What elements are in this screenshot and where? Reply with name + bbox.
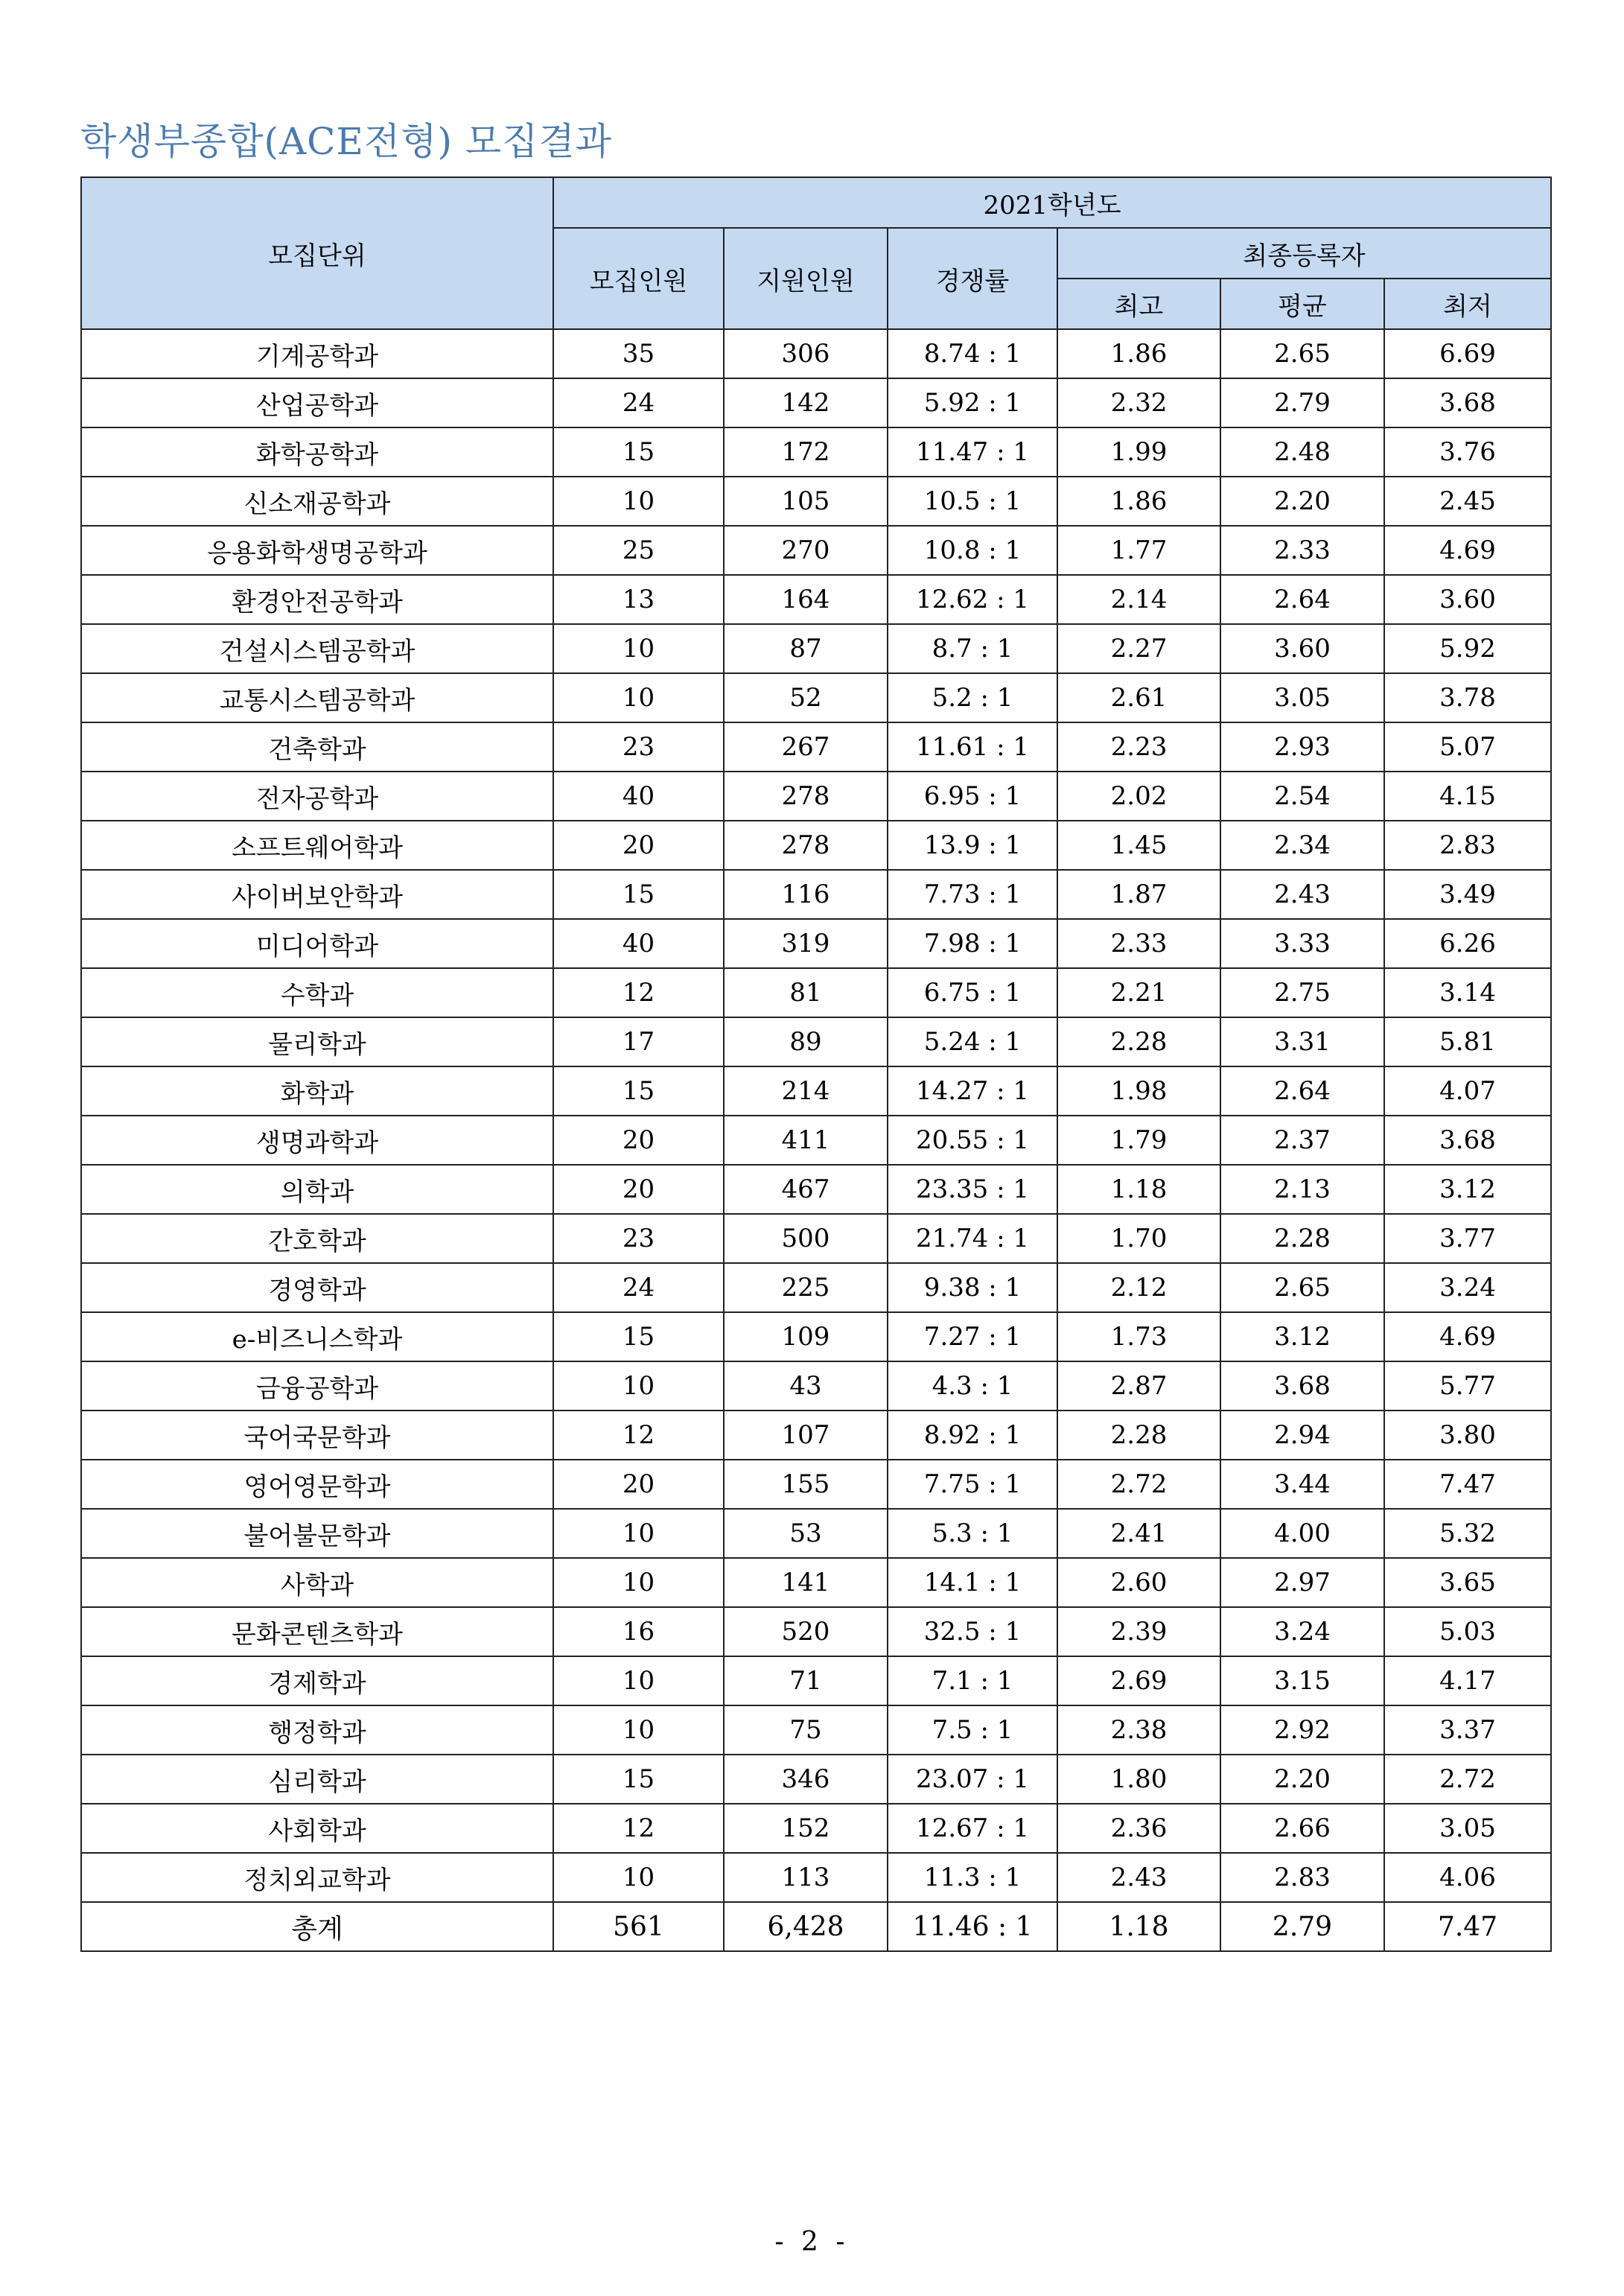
cell-ratio: 6.95 : 1 — [888, 772, 1057, 821]
table-row — [81, 1656, 1551, 1705]
cell-unit-name: 정치외교학과 — [81, 1853, 553, 1902]
cell-unit-name: 산업공학과 — [81, 378, 553, 427]
cell-avg: 2.94 — [1220, 1411, 1384, 1460]
total-applicants: 6,428 — [724, 1902, 888, 1951]
cell-ratio: 8.92 : 1 — [888, 1411, 1057, 1460]
cell-best: 1.86 — [1057, 477, 1220, 526]
cell-avg: 3.24 — [1220, 1607, 1384, 1656]
cell-unit-name: 심리학과 — [81, 1755, 553, 1804]
cell-ratio: 14.1 : 1 — [888, 1558, 1057, 1607]
cell-applicants: 87 — [724, 624, 888, 673]
cell-best: 1.70 — [1057, 1214, 1220, 1263]
cell-unit-name: 경영학과 — [81, 1263, 553, 1312]
table-footer — [81, 1902, 1551, 1951]
cell-avg: 2.65 — [1220, 1263, 1384, 1312]
cell-ratio: 5.3 : 1 — [888, 1509, 1057, 1558]
cell-best: 1.73 — [1057, 1312, 1220, 1361]
cell-best: 2.41 — [1057, 1509, 1220, 1558]
cell-best: 2.21 — [1057, 968, 1220, 1017]
cell-unit-name: 응용화학생명공학과 — [81, 526, 553, 575]
cell-quota: 24 — [553, 378, 724, 427]
table-row — [81, 1312, 1551, 1361]
cell-avg: 2.93 — [1220, 722, 1384, 772]
cell-worst: 4.07 — [1384, 1066, 1551, 1116]
cell-applicants: 411 — [724, 1116, 888, 1165]
cell-worst: 4.17 — [1384, 1656, 1551, 1705]
cell-applicants: 109 — [724, 1312, 888, 1361]
cell-ratio: 10.8 : 1 — [888, 526, 1057, 575]
cell-avg: 2.54 — [1220, 772, 1384, 821]
cell-quota: 10 — [553, 1361, 724, 1411]
cell-best: 1.99 — [1057, 427, 1220, 477]
cell-unit-name: 화학과 — [81, 1066, 553, 1116]
table-row — [81, 575, 1551, 624]
cell-avg: 2.83 — [1220, 1853, 1384, 1902]
total-worst: 7.47 — [1384, 1902, 1551, 1951]
cell-worst: 4.06 — [1384, 1853, 1551, 1902]
cell-applicants: 225 — [724, 1263, 888, 1312]
cell-quota: 20 — [553, 1460, 724, 1509]
table-row — [81, 1116, 1551, 1165]
cell-best: 2.14 — [1057, 575, 1220, 624]
cell-ratio: 8.7 : 1 — [888, 624, 1057, 673]
table-row — [81, 821, 1551, 870]
table-row — [81, 624, 1551, 673]
cell-avg: 3.15 — [1220, 1656, 1384, 1705]
cell-avg: 2.64 — [1220, 1066, 1384, 1116]
cell-applicants: 278 — [724, 772, 888, 821]
cell-best: 2.60 — [1057, 1558, 1220, 1607]
cell-avg: 2.65 — [1220, 329, 1384, 378]
cell-unit-name: 물리학과 — [81, 1017, 553, 1066]
cell-quota: 40 — [553, 919, 724, 968]
table-row — [81, 1361, 1551, 1411]
cell-worst: 3.68 — [1384, 1116, 1551, 1165]
cell-applicants: 71 — [724, 1656, 888, 1705]
cell-applicants: 520 — [724, 1607, 888, 1656]
cell-best: 1.77 — [1057, 526, 1220, 575]
cell-avg: 2.33 — [1220, 526, 1384, 575]
table-row — [81, 1017, 1551, 1066]
cell-ratio: 7.98 : 1 — [888, 919, 1057, 968]
cell-best: 2.36 — [1057, 1804, 1220, 1853]
cell-applicants: 164 — [724, 575, 888, 624]
cell-best: 2.27 — [1057, 624, 1220, 673]
cell-ratio: 5.92 : 1 — [888, 378, 1057, 427]
cell-unit-name: 건설시스템공학과 — [81, 624, 553, 673]
cell-worst: 2.72 — [1384, 1755, 1551, 1804]
cell-worst: 3.14 — [1384, 968, 1551, 1017]
cell-quota: 10 — [553, 477, 724, 526]
cell-best: 2.72 — [1057, 1460, 1220, 1509]
cell-avg: 2.28 — [1220, 1214, 1384, 1263]
cell-unit-name: 교통시스템공학과 — [81, 673, 553, 722]
table-row — [81, 1460, 1551, 1509]
total-avg: 2.79 — [1220, 1902, 1384, 1951]
header-worst: 최저 — [1384, 279, 1551, 329]
cell-applicants: 105 — [724, 477, 888, 526]
cell-quota: 10 — [553, 673, 724, 722]
cell-applicants: 214 — [724, 1066, 888, 1116]
cell-quota: 10 — [553, 1853, 724, 1902]
cell-best: 2.32 — [1057, 378, 1220, 427]
total-label: 총계 — [81, 1902, 553, 1951]
cell-ratio: 32.5 : 1 — [888, 1607, 1057, 1656]
cell-quota: 10 — [553, 1656, 724, 1705]
cell-avg: 2.34 — [1220, 821, 1384, 870]
cell-applicants: 152 — [724, 1804, 888, 1853]
total-ratio: 11.46 : 1 — [888, 1902, 1057, 1951]
cell-quota: 20 — [553, 1116, 724, 1165]
cell-quota: 10 — [553, 1509, 724, 1558]
table-row — [81, 477, 1551, 526]
cell-unit-name: 간호학과 — [81, 1214, 553, 1263]
cell-avg: 3.31 — [1220, 1017, 1384, 1066]
cell-worst: 3.37 — [1384, 1705, 1551, 1755]
cell-applicants: 155 — [724, 1460, 888, 1509]
cell-quota: 23 — [553, 1214, 724, 1263]
table-row — [81, 427, 1551, 477]
cell-applicants: 113 — [724, 1853, 888, 1902]
cell-worst: 3.80 — [1384, 1411, 1551, 1460]
table-row — [81, 378, 1551, 427]
cell-worst: 4.69 — [1384, 526, 1551, 575]
cell-applicants: 306 — [724, 329, 888, 378]
cell-avg: 2.75 — [1220, 968, 1384, 1017]
table-row — [81, 870, 1551, 919]
cell-ratio: 14.27 : 1 — [888, 1066, 1057, 1116]
cell-quota: 17 — [553, 1017, 724, 1066]
cell-worst: 3.12 — [1384, 1165, 1551, 1214]
cell-quota: 20 — [553, 1165, 724, 1214]
cell-worst: 3.60 — [1384, 575, 1551, 624]
cell-quota: 25 — [553, 526, 724, 575]
table-row — [81, 1066, 1551, 1116]
cell-ratio: 11.61 : 1 — [888, 722, 1057, 772]
table-row — [81, 526, 1551, 575]
header-unit: 모집단위 — [81, 177, 553, 329]
cell-avg: 3.12 — [1220, 1312, 1384, 1361]
cell-worst: 2.83 — [1384, 821, 1551, 870]
table-row — [81, 1755, 1551, 1804]
cell-worst: 3.65 — [1384, 1558, 1551, 1607]
cell-avg: 2.79 — [1220, 378, 1384, 427]
cell-avg: 3.05 — [1220, 673, 1384, 722]
cell-quota: 10 — [553, 1705, 724, 1755]
cell-unit-name: 국어국문학과 — [81, 1411, 553, 1460]
header-quota: 모집인원 — [553, 228, 724, 329]
cell-avg: 3.60 — [1220, 624, 1384, 673]
cell-best: 1.86 — [1057, 329, 1220, 378]
header-applicants: 지원인원 — [724, 228, 888, 329]
table-header — [81, 177, 1551, 329]
page-number: - 2 - — [774, 2227, 850, 2257]
header-avg: 평균 — [1220, 279, 1384, 329]
cell-quota: 40 — [553, 772, 724, 821]
cell-ratio: 7.27 : 1 — [888, 1312, 1057, 1361]
cell-ratio: 8.74 : 1 — [888, 329, 1057, 378]
cell-avg: 2.20 — [1220, 1755, 1384, 1804]
total-row — [81, 1902, 1551, 1951]
cell-applicants: 116 — [724, 870, 888, 919]
cell-avg: 2.48 — [1220, 427, 1384, 477]
cell-unit-name: 금융공학과 — [81, 1361, 553, 1411]
cell-avg: 3.44 — [1220, 1460, 1384, 1509]
cell-applicants: 81 — [724, 968, 888, 1017]
cell-best: 2.12 — [1057, 1263, 1220, 1312]
cell-quota: 12 — [553, 968, 724, 1017]
cell-ratio: 9.38 : 1 — [888, 1263, 1057, 1312]
cell-worst: 3.24 — [1384, 1263, 1551, 1312]
cell-avg: 3.33 — [1220, 919, 1384, 968]
table-row — [81, 1705, 1551, 1755]
cell-avg: 2.92 — [1220, 1705, 1384, 1755]
cell-applicants: 53 — [724, 1509, 888, 1558]
cell-unit-name: 전자공학과 — [81, 772, 553, 821]
table-row — [81, 1214, 1551, 1263]
cell-ratio: 10.5 : 1 — [888, 477, 1057, 526]
cell-worst: 5.81 — [1384, 1017, 1551, 1066]
cell-ratio: 7.1 : 1 — [888, 1656, 1057, 1705]
cell-applicants: 43 — [724, 1361, 888, 1411]
cell-quota: 24 — [553, 1263, 724, 1312]
cell-best: 2.38 — [1057, 1705, 1220, 1755]
cell-unit-name: 의학과 — [81, 1165, 553, 1214]
cell-worst: 5.32 — [1384, 1509, 1551, 1558]
cell-quota: 15 — [553, 1066, 724, 1116]
cell-ratio: 7.5 : 1 — [888, 1705, 1057, 1755]
cell-unit-name: 사이버보안학과 — [81, 870, 553, 919]
cell-best: 2.23 — [1057, 722, 1220, 772]
cell-unit-name: 문화콘텐츠학과 — [81, 1607, 553, 1656]
cell-worst: 3.76 — [1384, 427, 1551, 477]
cell-worst: 2.45 — [1384, 477, 1551, 526]
cell-unit-name: 신소재공학과 — [81, 477, 553, 526]
total-best: 1.18 — [1057, 1902, 1220, 1951]
cell-worst: 4.15 — [1384, 772, 1551, 821]
cell-quota: 13 — [553, 575, 724, 624]
cell-applicants: 141 — [724, 1558, 888, 1607]
cell-unit-name: 행정학과 — [81, 1705, 553, 1755]
cell-ratio: 5.24 : 1 — [888, 1017, 1057, 1066]
header-final: 최종등록자 — [1057, 228, 1551, 279]
cell-best: 2.87 — [1057, 1361, 1220, 1411]
cell-applicants: 278 — [724, 821, 888, 870]
cell-quota: 10 — [553, 1558, 724, 1607]
table-body — [81, 329, 1551, 1902]
cell-quota: 23 — [553, 722, 724, 772]
cell-best: 1.18 — [1057, 1165, 1220, 1214]
cell-applicants: 346 — [724, 1755, 888, 1804]
cell-unit-name: 영어영문학과 — [81, 1460, 553, 1509]
cell-avg: 2.64 — [1220, 575, 1384, 624]
results-table — [80, 177, 1552, 1952]
cell-ratio: 12.67 : 1 — [888, 1804, 1057, 1853]
cell-quota: 15 — [553, 1755, 724, 1804]
cell-worst: 3.49 — [1384, 870, 1551, 919]
cell-best: 2.43 — [1057, 1853, 1220, 1902]
cell-worst: 7.47 — [1384, 1460, 1551, 1509]
table-row — [81, 1558, 1551, 1607]
cell-ratio: 11.47 : 1 — [888, 427, 1057, 477]
cell-quota: 15 — [553, 427, 724, 477]
cell-unit-name: 수학과 — [81, 968, 553, 1017]
cell-ratio: 12.62 : 1 — [888, 575, 1057, 624]
cell-worst: 3.78 — [1384, 673, 1551, 722]
cell-ratio: 7.75 : 1 — [888, 1460, 1057, 1509]
cell-avg: 2.13 — [1220, 1165, 1384, 1214]
cell-unit-name: 사학과 — [81, 1558, 553, 1607]
table-row — [81, 1509, 1551, 1558]
cell-ratio: 23.07 : 1 — [888, 1755, 1057, 1804]
cell-best: 2.28 — [1057, 1017, 1220, 1066]
cell-ratio: 20.55 : 1 — [888, 1116, 1057, 1165]
cell-unit-name: 불어불문학과 — [81, 1509, 553, 1558]
cell-best: 1.98 — [1057, 1066, 1220, 1116]
cell-ratio: 7.73 : 1 — [888, 870, 1057, 919]
cell-worst: 4.69 — [1384, 1312, 1551, 1361]
cell-best: 2.28 — [1057, 1411, 1220, 1460]
cell-applicants: 500 — [724, 1214, 888, 1263]
table-row — [81, 772, 1551, 821]
header-best: 최고 — [1057, 279, 1220, 329]
cell-ratio: 21.74 : 1 — [888, 1214, 1057, 1263]
cell-best: 1.79 — [1057, 1116, 1220, 1165]
cell-quota: 35 — [553, 329, 724, 378]
cell-avg: 3.68 — [1220, 1361, 1384, 1411]
cell-quota: 10 — [553, 624, 724, 673]
cell-applicants: 172 — [724, 427, 888, 477]
cell-ratio: 23.35 : 1 — [888, 1165, 1057, 1214]
cell-unit-name: 소프트웨어학과 — [81, 821, 553, 870]
cell-avg: 2.20 — [1220, 477, 1384, 526]
table-row — [81, 673, 1551, 722]
cell-ratio: 11.3 : 1 — [888, 1853, 1057, 1902]
cell-quota: 12 — [553, 1411, 724, 1460]
cell-unit-name: 기계공학과 — [81, 329, 553, 378]
table-row — [81, 329, 1551, 378]
cell-worst: 5.92 — [1384, 624, 1551, 673]
cell-applicants: 107 — [724, 1411, 888, 1460]
cell-unit-name: 건축학과 — [81, 722, 553, 772]
table-row — [81, 968, 1551, 1017]
cell-applicants: 142 — [724, 378, 888, 427]
cell-applicants: 270 — [724, 526, 888, 575]
table-row — [81, 1607, 1551, 1656]
cell-applicants: 75 — [724, 1705, 888, 1755]
cell-applicants: 89 — [724, 1017, 888, 1066]
header-ratio: 경쟁률 — [888, 228, 1057, 329]
cell-unit-name: 경제학과 — [81, 1656, 553, 1705]
cell-unit-name: 환경안전공학과 — [81, 575, 553, 624]
cell-unit-name: 화학공학과 — [81, 427, 553, 477]
cell-quota: 16 — [553, 1607, 724, 1656]
cell-best: 2.69 — [1057, 1656, 1220, 1705]
table-row — [81, 1411, 1551, 1460]
cell-avg: 2.37 — [1220, 1116, 1384, 1165]
cell-best: 2.02 — [1057, 772, 1220, 821]
cell-worst: 5.07 — [1384, 722, 1551, 772]
page-title: 학생부종합(ACE전형) 모집결과 — [80, 120, 613, 163]
cell-best: 2.61 — [1057, 673, 1220, 722]
table-row — [81, 1165, 1551, 1214]
cell-best: 1.45 — [1057, 821, 1220, 870]
cell-best: 1.87 — [1057, 870, 1220, 919]
cell-worst: 5.03 — [1384, 1607, 1551, 1656]
cell-worst: 3.05 — [1384, 1804, 1551, 1853]
cell-quota: 12 — [553, 1804, 724, 1853]
cell-worst: 6.26 — [1384, 919, 1551, 968]
cell-best: 2.39 — [1057, 1607, 1220, 1656]
header-year: 2021학년도 — [553, 177, 1551, 228]
cell-worst: 3.77 — [1384, 1214, 1551, 1263]
table-row — [81, 1263, 1551, 1312]
cell-unit-name: 생명과학과 — [81, 1116, 553, 1165]
cell-avg: 4.00 — [1220, 1509, 1384, 1558]
cell-ratio: 6.75 : 1 — [888, 968, 1057, 1017]
cell-best: 1.80 — [1057, 1755, 1220, 1804]
cell-applicants: 267 — [724, 722, 888, 772]
cell-worst: 6.69 — [1384, 329, 1551, 378]
table-row — [81, 1853, 1551, 1902]
cell-avg: 2.43 — [1220, 870, 1384, 919]
cell-ratio: 4.3 : 1 — [888, 1361, 1057, 1411]
cell-ratio: 5.2 : 1 — [888, 673, 1057, 722]
cell-best: 2.33 — [1057, 919, 1220, 968]
cell-unit-name: 사회학과 — [81, 1804, 553, 1853]
cell-quota: 15 — [553, 1312, 724, 1361]
cell-worst: 5.77 — [1384, 1361, 1551, 1411]
cell-applicants: 52 — [724, 673, 888, 722]
table-row — [81, 722, 1551, 772]
cell-unit-name: 미디어학과 — [81, 919, 553, 968]
cell-avg: 2.97 — [1220, 1558, 1384, 1607]
cell-avg: 2.66 — [1220, 1804, 1384, 1853]
table-row — [81, 919, 1551, 968]
cell-quota: 15 — [553, 870, 724, 919]
table-row — [81, 1804, 1551, 1853]
cell-applicants: 319 — [724, 919, 888, 968]
total-quota: 561 — [553, 1902, 724, 1951]
cell-applicants: 467 — [724, 1165, 888, 1214]
cell-unit-name: e-비즈니스학과 — [81, 1312, 553, 1361]
cell-ratio: 13.9 : 1 — [888, 821, 1057, 870]
cell-worst: 3.68 — [1384, 378, 1551, 427]
cell-quota: 20 — [553, 821, 724, 870]
